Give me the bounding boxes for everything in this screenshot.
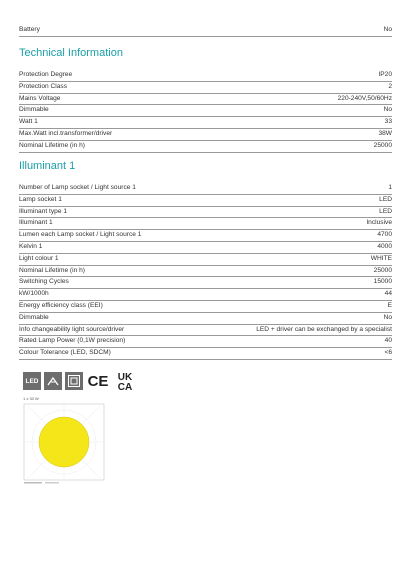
row-label: Dimmable	[19, 313, 49, 321]
row-value: 220-240V,50/60Hz	[337, 94, 392, 102]
row-value: 4700	[377, 231, 392, 239]
light-distribution-diagram	[23, 396, 105, 488]
table-row	[19, 348, 392, 360]
row-label: Lumen each Lamp socket / Light source 1	[19, 231, 142, 239]
table-row	[19, 94, 392, 106]
table-row	[19, 70, 392, 82]
row-label: Nominal Lifetime (in h)	[19, 266, 85, 274]
section-title-technical: Technical Information	[19, 47, 123, 59]
table-row	[19, 129, 392, 141]
table-row	[19, 207, 392, 219]
ce-mark-icon: CE	[87, 372, 109, 390]
table-row	[19, 266, 392, 278]
row-label: Info changeability light source/driver	[19, 325, 125, 333]
illuminant-table	[19, 183, 392, 360]
row-value: 40	[384, 337, 392, 345]
svg-text:UK: UK	[117, 372, 133, 383]
row-value: 33	[384, 118, 392, 126]
diagram-caption: 1 x 33 W	[23, 396, 39, 401]
table-row	[19, 230, 392, 242]
row-label: Mains Voltage	[19, 94, 61, 102]
table-row	[19, 105, 392, 117]
row-label: Watt 1	[19, 118, 38, 126]
row-label: Battery	[19, 26, 40, 33]
row-value: E	[387, 301, 392, 309]
row-value: IP20	[378, 71, 392, 78]
battery-row	[19, 25, 392, 37]
technical-table	[19, 70, 392, 153]
row-label: Lamp socket 1	[19, 195, 62, 203]
row-value: No	[383, 106, 392, 114]
table-row	[19, 336, 392, 348]
row-label: Nominal Lifetime (in h)	[19, 141, 85, 149]
ukca-mark-icon	[113, 370, 137, 392]
row-label: Colour Tolerance (LED, SDCM)	[19, 349, 111, 357]
row-value: 2	[388, 82, 392, 90]
row-label: Max.Watt incl.transformer/driver	[19, 129, 113, 137]
row-label: kW/1000h	[19, 290, 49, 298]
table-row	[19, 325, 392, 337]
row-label: Protection Degree	[19, 71, 73, 78]
row-label: Light colour 1	[19, 254, 59, 262]
table-row	[19, 117, 392, 129]
row-value: 44	[384, 290, 392, 298]
row-label: Illuminant type 1	[19, 207, 68, 215]
section-title-illuminant: Illuminant 1	[19, 160, 76, 172]
table-row	[19, 218, 392, 230]
table-row	[19, 82, 392, 94]
row-label: Number of Lamp socket / Light source 1	[19, 184, 136, 191]
table-row	[19, 242, 392, 254]
table-row	[19, 195, 392, 207]
table-row	[19, 254, 392, 266]
certification-icons	[23, 370, 137, 392]
row-value: 15000	[373, 278, 392, 286]
row-label: Protection Class	[19, 82, 68, 90]
table-row	[19, 313, 392, 325]
row-value: 25000	[373, 266, 392, 274]
row-value: Inclusive	[366, 219, 392, 227]
row-value: No	[383, 313, 392, 321]
row-value: 1	[388, 184, 392, 191]
row-value: WHITE	[370, 254, 392, 262]
row-label: Kelvin 1	[19, 242, 43, 250]
row-value: LED	[379, 207, 392, 215]
table-row	[19, 183, 392, 195]
row-value: LED + driver can be exchanged by a specialist	[256, 325, 392, 333]
row-value: No	[383, 26, 392, 33]
table-row	[19, 301, 392, 313]
row-label: Illuminant 1	[19, 219, 53, 227]
class-2-icon	[65, 372, 83, 390]
table-row	[19, 277, 392, 289]
luminous-intensity-curve	[39, 417, 89, 467]
svg-text:CA: CA	[117, 382, 133, 392]
lamp-icon	[44, 372, 62, 390]
row-value: 25000	[373, 141, 392, 149]
row-value: 4000	[377, 242, 392, 250]
row-value: LED	[379, 195, 392, 203]
row-label: Rated Lamp Power (0,1W precision)	[19, 337, 126, 345]
polar-plot	[23, 403, 105, 489]
table-row	[19, 141, 392, 153]
row-label: Switching Cycles	[19, 278, 69, 286]
row-value: <6	[384, 349, 392, 357]
row-label: Energy efficiency class (EEI)	[19, 301, 103, 309]
led-icon: LED	[23, 372, 41, 390]
row-value: 38W	[378, 129, 392, 137]
table-row	[19, 289, 392, 301]
row-label: Dimmable	[19, 106, 49, 114]
